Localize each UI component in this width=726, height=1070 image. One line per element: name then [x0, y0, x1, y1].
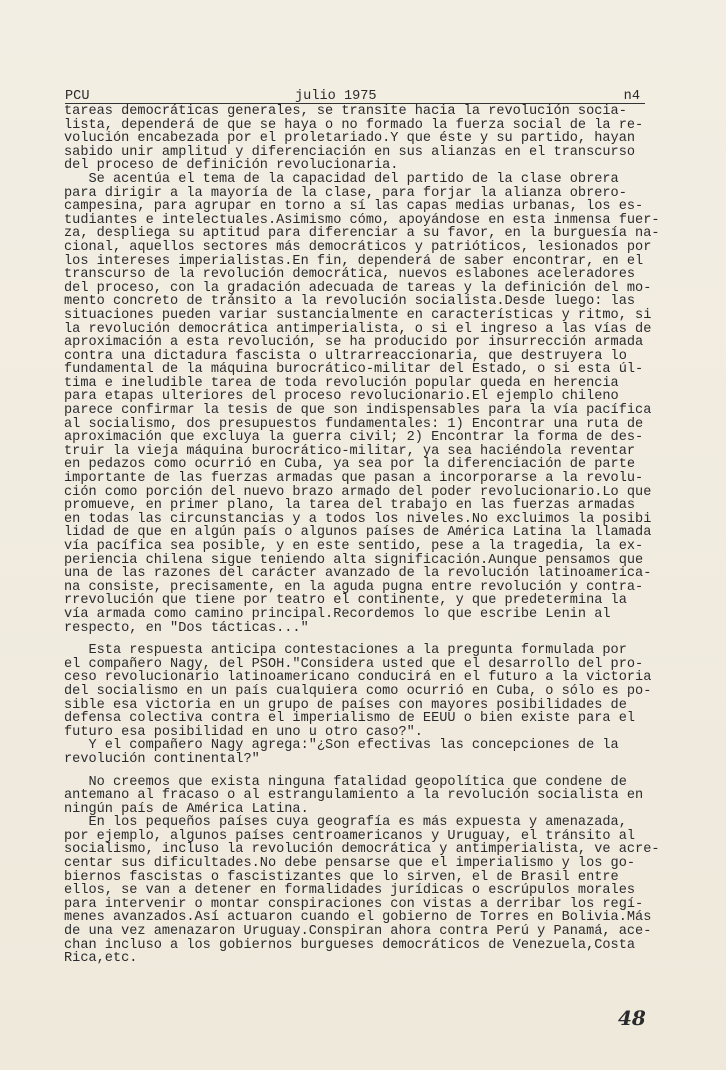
text-line: socialismo, incluso la revolución democrática y antimperialista, ve acre-	[64, 842, 660, 858]
text-line: ningún país de América Latina.	[64, 801, 309, 817]
text-line: promueve, en primer plano, la tarea del trabajo en las fuerzas armadas	[64, 498, 636, 514]
text-line: Rica,etc.	[64, 951, 138, 967]
text-line: Y el compañero Nagy agrega:"¿Son efectivas las concepciones de la	[64, 738, 619, 754]
text-line: ellos, se van a detener en formalidades jurídicas o escrúpulos morales	[64, 883, 636, 899]
text-line: parece confirmar la tesis de que son indispensables para la vía pacífica	[64, 403, 652, 419]
text-line: el compañero Nagy, del PSOH."Considera usted que el desarrollo del pro-	[64, 656, 644, 672]
text-line: al socialismo, dos presupuestos fundamentales: 1) Encontrar una ruta de	[64, 416, 644, 432]
header-date: julio 1975	[295, 89, 377, 104]
text-line: menes avanzados.Así actuaron cuando el gobierno de Torres en Bolivia.Más	[64, 910, 652, 926]
text-line: la revolución democrática antimperialista, o si el ingreso a las vías de	[64, 321, 652, 337]
text-line: del proceso, con la gradación adecuada de tareas y la definición del mo-	[64, 280, 652, 296]
text-line: cional, aquellos sectores más democráticos y patrióticos, lesionados por	[64, 239, 652, 255]
text-line: za, despliega su aptitud para diferenciar a su favor, en la burguesía na-	[64, 226, 660, 242]
text-line: campesina, para agrupar en torno a sí las capas medias urbanas, los es-	[64, 199, 644, 215]
text-line: los intereses imperialistas.En fin, dependerá de saber encontrar, en el	[64, 253, 644, 269]
text-line: No creemos que exista ninguna fatalidad geopolítica que condene de	[64, 774, 627, 790]
text-line: periencia chilena sigue teniendo alta significación.Aunque pensamos que	[64, 552, 644, 568]
text-line: tareas democráticas generales, se transite hacia la revolución socia-	[64, 104, 627, 119]
text-line: en todas las circunstancias y a todos los niveles.No excluimos la posibi	[64, 511, 652, 527]
text-line: lidad de que en algún país o algunos países de América Latina la llamada	[64, 525, 652, 541]
paragraph	[64, 776, 664, 966]
text-line: rrevolución que tiene por teatro el continente, y que predetermina la	[64, 593, 627, 609]
text-line: ceso revolucionario latinoamericano conducirá en el futuro a la victoria	[64, 670, 652, 686]
text-line: sabido unir amplitud y diferenciación en sus alianzas en el transcurso	[64, 144, 636, 160]
text-line: para intervenir o montar conspiraciones con vistas a derribar los regí-	[64, 896, 644, 912]
header-issue-number: n4	[623, 89, 640, 104]
text-line: vía armada como camino principal.Recordemos lo que escribe Lenin al	[64, 606, 611, 622]
text-line: del socialismo en un país cualquiera como ocurrió en Cuba, o sólo es po-	[64, 683, 652, 699]
text-line: fundamental de la máquina burocrático-militar del Estado, o si esta úl-	[64, 362, 644, 378]
text-line: futuro esa posibilidad en uno u otro caso?".	[64, 724, 423, 740]
text-line: de una vez amenazaron Uruguay.Conspiran ahora contra Perú y Panamá, ace-	[64, 924, 652, 940]
text-line: para dirigir a la mayoría de la clase, para forjar la alianza obrero-	[64, 185, 627, 201]
text-line: tudiantes e intelectuales.Asimismo cómo, apoyándose en esta inmensa fuer-	[64, 212, 660, 228]
text-line: situaciones pueden variar sustancialmente en características y ritmo, si	[64, 307, 652, 323]
text-line: en pedazos como ocurrió en Cuba, ya sea por la diferenciación de parte	[64, 457, 636, 473]
paragraph	[64, 644, 664, 766]
text-line: truir la vieja máquina burocrático-militar, ya sea haciéndola reventar	[64, 443, 636, 459]
text-line: contra una dictadura fascista o ultrarreaccionaria, que destruyera lo	[64, 348, 627, 364]
text-line: aproximación que excluya la guerra civil; 2) Encontrar la forma de des-	[64, 430, 644, 446]
text-line: ción como porción del nuevo brazo armado del poder revolucionario.Lo que	[64, 484, 652, 500]
text-line: defensa colectiva contra el imperialismo de EEUU o bien existe para el	[64, 711, 636, 727]
text-line: respecto, en "Dos tácticas..."	[64, 620, 309, 636]
text-line: antemano al fracaso o al estrangulamiento a la revolución socialista en	[64, 788, 644, 804]
text-line: mento concreto de tránsito a la revolución socialista.Desde luego: las	[64, 294, 636, 310]
text-line: para etapas ulteriores del proceso revolucionario.El ejemplo chileno	[64, 389, 619, 405]
text-line: una de las razones del carácter avanzado de la revolución latinoamerica-	[64, 566, 652, 582]
text-line: na consiste, precisamente, en la aguda pugna entre revolución y contra-	[64, 579, 644, 595]
text-line: volución encabezada por el proletariado.Y que éste y su partido, hayan	[64, 131, 636, 147]
text-line: biernos fascistas o fascistizantes que lo sirven, el de Brasil entre	[64, 869, 619, 885]
page-number: 48	[618, 1006, 646, 1030]
text-line: En los pequeños países cuya geografía es más expuesta y amenazada,	[64, 815, 627, 831]
paragraph	[64, 105, 664, 635]
text-line: Se acentúa el tema de la capacidad del partido de la clase obrera	[64, 171, 619, 187]
text-line: vía pacífica sea posible, y en este sentido, pese a la tragedia, la ex-	[64, 539, 644, 554]
text-line: Esta respuesta anticipa contestaciones a la pregunta formulada por	[64, 643, 627, 659]
document-body	[64, 105, 664, 966]
text-line: del proceso de definición revolucionaria.	[64, 158, 399, 174]
text-line: aproximación a esta revolución, se ha producido por insurrección armada	[64, 335, 644, 351]
text-line: importante de las fuerzas armadas que pasan a incorporarse a la revolu-	[64, 471, 644, 487]
text-line: centar sus dificultades.No debe pensarse que el imperialismo y los go-	[64, 856, 636, 872]
text-line: lista, dependerá de que se haya o no formado la fuerza social de la re-	[64, 117, 644, 133]
text-line: sible esa victoria en un grupo de países con mayores posibilidades de	[64, 697, 627, 713]
text-line: por ejemplo, algunos países centroamericanos y Uruguay, el tránsito al	[64, 828, 636, 844]
header-publication: PCU	[65, 89, 90, 104]
text-line: tima e ineludible tarea de toda revolución popular queda en herencia	[64, 375, 619, 391]
text-line: chan incluso a los gobiernos burgueses democráticos de Venezuela,Costa	[64, 937, 636, 953]
text-line: revolución continental?"	[64, 751, 260, 767]
text-line: transcurso de la revolución democrática, nuevos eslabones aceleradores	[64, 267, 636, 283]
